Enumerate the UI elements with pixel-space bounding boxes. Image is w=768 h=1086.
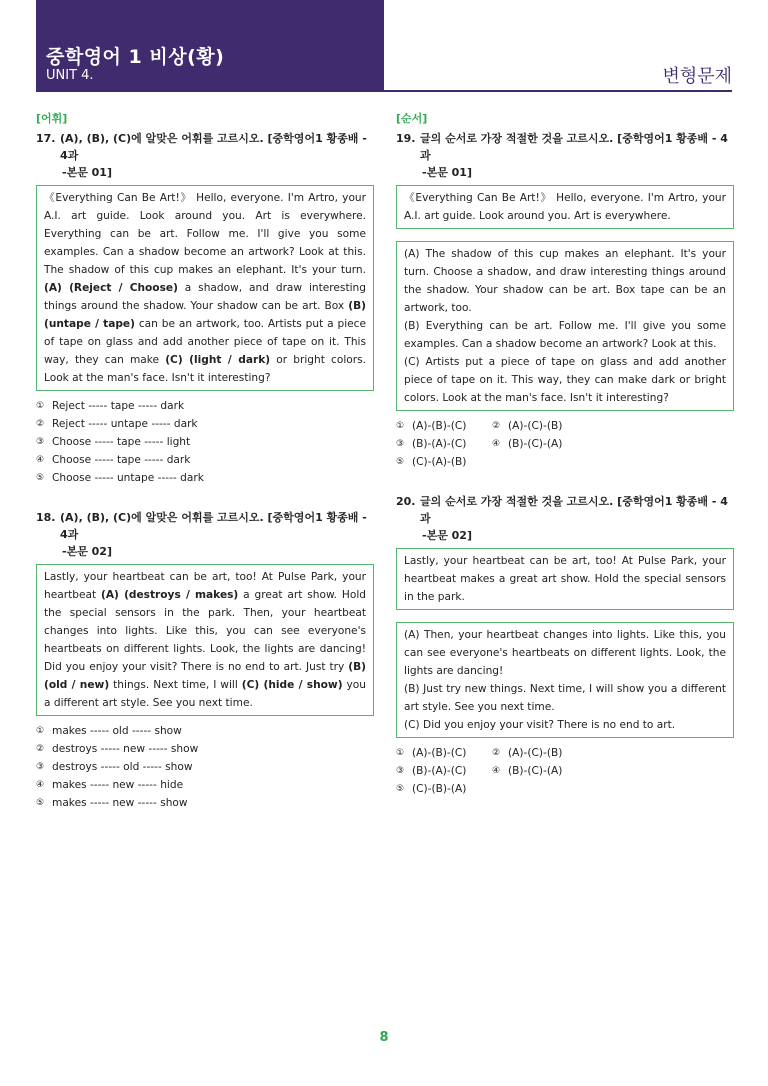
- option-1[interactable]: [396, 417, 492, 435]
- header-divider: [384, 90, 732, 92]
- option-text: makes ----- new ----- hide: [52, 779, 184, 791]
- blank-b: (B) (untape / tape): [44, 300, 366, 330]
- passage-text: can be an artwork, too. Artists put a piece of tape on glass and add another piece of tape on it. This way, they can make: [44, 318, 366, 366]
- part-b: (B) Just try new things. Next time, I will show you a different art style. See you next time.: [404, 683, 726, 713]
- intro-box: [396, 548, 734, 610]
- option-text: makes ----- old ----- show: [52, 725, 182, 737]
- part-c: (C) Did you enjoy your visit? There is no end to art.: [404, 719, 676, 731]
- option-3[interactable]: [36, 758, 374, 776]
- option-marker: ④: [492, 766, 501, 776]
- option-marker: ③: [36, 437, 45, 447]
- option-marker: ⑤: [36, 798, 45, 808]
- option-4[interactable]: [492, 762, 612, 780]
- option-2[interactable]: [492, 744, 612, 762]
- option-3[interactable]: [36, 433, 374, 451]
- option-text: Reject ----- untape ----- dark: [52, 418, 198, 430]
- option-marker: ②: [36, 419, 45, 429]
- option-text: Reject ----- tape ----- dark: [52, 400, 185, 412]
- intro-text: 《Everything Can Be Art!》 Hello, everyone. I'm Artro, your A.I. art guide. Look around you. Art is everywhere.: [404, 192, 726, 222]
- passage-text: Lastly, your heartbeat can be art, too! At Pulse Park, your heartbeat: [44, 571, 366, 601]
- option-marker: ①: [396, 421, 405, 431]
- option-marker: ①: [36, 726, 45, 736]
- option-marker: ③: [36, 762, 45, 772]
- option-4[interactable]: [36, 776, 374, 794]
- answer-options: [36, 722, 374, 812]
- question-source: -본문 01]: [62, 166, 112, 179]
- option-5[interactable]: [36, 794, 374, 812]
- question-text: 글의 순서로 가장 적절한 것을 고르시오. [중학영어1 황종배 - 4과: [420, 495, 728, 525]
- intro-box: [396, 185, 734, 229]
- option-text: (B)-(C)-(A): [508, 438, 563, 450]
- question-source: -본문 02]: [422, 529, 472, 542]
- option-4[interactable]: [492, 435, 612, 453]
- option-marker: ②: [36, 744, 45, 754]
- option-text: (B)-(A)-(C): [412, 438, 467, 450]
- option-marker: ③: [396, 766, 405, 776]
- question-17: [36, 110, 374, 487]
- question-18: [36, 509, 374, 812]
- page-number: 8: [379, 1030, 389, 1045]
- part-c: (C) Artists put a piece of tape on glass and add another piece of tape on it. This way, they can make dark or bright colors. Look at the man's face. Isn't it interesting?: [404, 356, 726, 404]
- option-text: destroys ----- old ----- show: [52, 761, 193, 773]
- passage-text: or bright colors. Look at the man's face. Isn't it interesting?: [44, 354, 367, 384]
- option-text: (B)-(A)-(C): [412, 765, 467, 777]
- category-label: [어휘]: [36, 112, 68, 125]
- question-source: -본문 01]: [422, 166, 472, 179]
- option-2[interactable]: [492, 417, 612, 435]
- question-source: -본문 02]: [62, 545, 112, 558]
- option-marker: ①: [36, 401, 45, 411]
- option-1[interactable]: [396, 744, 492, 762]
- passage-text: 《Everything Can Be Art!》 Hello, everyone. I'm Artro, your A.I. art guide. Look around you. Art is everywhere. Everything can be art. Follow me. I'll give you some examples. Can a shadow become an artwork? Look at this. The shadow of this cup makes an elephant. It's your turn.: [44, 192, 366, 276]
- part-a: (A) The shadow of this cup makes an elephant. It's your turn. Choose a shadow, and draw interesting things around the shadow. Your shadow can be art. Box tape can be an artwork, too.: [404, 248, 726, 314]
- option-marker: ③: [396, 439, 405, 449]
- option-2[interactable]: [36, 740, 374, 758]
- question-stem: [36, 509, 374, 560]
- option-text: makes ----- new ----- show: [52, 797, 188, 809]
- option-3[interactable]: [396, 762, 492, 780]
- question-stem: [36, 130, 374, 181]
- option-text: (A)-(C)-(B): [508, 420, 563, 432]
- option-text: (C)-(B)-(A): [412, 783, 467, 795]
- passage-text: a great art show. Hold the special sensors in the park. Then, your heartbeat changes into lights. Like this, you can see everyone's heartbeats on different lights. Look, the lights are dancing! Did you enjoy your visit? There is no end to art. Just try: [44, 589, 366, 673]
- option-5[interactable]: [396, 453, 492, 471]
- option-marker: ②: [492, 748, 501, 758]
- right-column: [396, 110, 734, 820]
- question-20: [396, 493, 734, 798]
- option-text: (A)-(C)-(B): [508, 747, 563, 759]
- part-b: (B) Everything can be art. Follow me. I'll give you some examples. Can a shadow become an artwork? Look at this.: [404, 320, 726, 350]
- option-marker: ①: [396, 748, 405, 758]
- question-text: 글의 순서로 가장 적절한 것을 고르시오. [중학영어1 황종배 - 4과: [420, 132, 728, 162]
- option-3[interactable]: [396, 435, 492, 453]
- parts-box: [396, 241, 734, 411]
- option-text: Choose ----- tape ----- dark: [52, 454, 191, 466]
- option-text: Choose ----- tape ----- light: [52, 436, 191, 448]
- passage-box: [36, 185, 374, 391]
- option-1[interactable]: [36, 722, 374, 740]
- left-column: [36, 110, 374, 834]
- answer-options: [36, 397, 374, 487]
- option-marker: ⑤: [396, 457, 405, 467]
- blank-c: (C) (light / dark): [165, 354, 271, 366]
- option-1[interactable]: [36, 397, 374, 415]
- question-stem: [396, 130, 734, 181]
- option-marker: ④: [36, 780, 45, 790]
- option-2[interactable]: [36, 415, 374, 433]
- question-text: (A), (B), (C)에 알맞은 어휘를 고르시오. [중학영어1 황종배 - 4과: [60, 511, 367, 541]
- question-19: [396, 110, 734, 471]
- option-text: Choose ----- untape ----- dark: [52, 472, 204, 484]
- unit-label: UNIT 4.: [46, 68, 94, 83]
- blank-b: (B) (old / new): [44, 661, 366, 691]
- option-text: (A)-(B)-(C): [412, 420, 467, 432]
- parts-box: [396, 622, 734, 738]
- question-number: 19.: [396, 132, 416, 145]
- option-marker: ④: [492, 439, 501, 449]
- question-text: (A), (B), (C)에 알맞은 어휘를 고르시오. [중학영어1 황종배 - 4과: [60, 132, 367, 162]
- passage-box: [36, 564, 374, 716]
- option-text: (C)-(A)-(B): [412, 456, 467, 468]
- section-label: 변형문제: [662, 66, 732, 87]
- blank-a: (A) (destroys / makes): [101, 589, 239, 601]
- option-text: destroys ----- new ----- show: [52, 743, 199, 755]
- category-label: [순서]: [396, 112, 428, 125]
- intro-text: Lastly, your heartbeat can be art, too! At Pulse Park, your heartbeat makes a great art show. Hold the special sensors in the park.: [404, 555, 726, 603]
- option-4[interactable]: [36, 451, 374, 469]
- answer-options: [396, 744, 734, 798]
- option-5[interactable]: [396, 780, 492, 798]
- option-marker: ④: [36, 455, 45, 465]
- option-marker: ②: [492, 421, 501, 431]
- part-a: (A) Then, your heartbeat changes into lights. Like this, you can see everyone's heartbeats on different lights. Look, the lights are dancing!: [404, 629, 726, 677]
- option-marker: ⑤: [396, 784, 405, 794]
- passage-text: you a different art style. See you next time.: [44, 679, 366, 709]
- blank-a: (A) (Reject / Choose): [44, 282, 178, 294]
- question-number: 17.: [36, 132, 56, 145]
- book-title: 중학영어 1 비상(황): [46, 46, 225, 68]
- option-text: (A)-(B)-(C): [412, 747, 467, 759]
- blank-c: (C) (hide / show): [241, 679, 343, 691]
- passage-text: a shadow, and draw interesting things around the shadow. Your shadow can be art. Box: [44, 282, 366, 312]
- question-number: 20.: [396, 495, 416, 508]
- question-number: 18.: [36, 511, 56, 524]
- option-5[interactable]: [36, 469, 374, 487]
- passage-text: things. Next time, I will: [109, 679, 242, 691]
- answer-options: [396, 417, 734, 471]
- question-stem: [396, 493, 734, 544]
- option-marker: ⑤: [36, 473, 45, 483]
- option-text: (B)-(C)-(A): [508, 765, 563, 777]
